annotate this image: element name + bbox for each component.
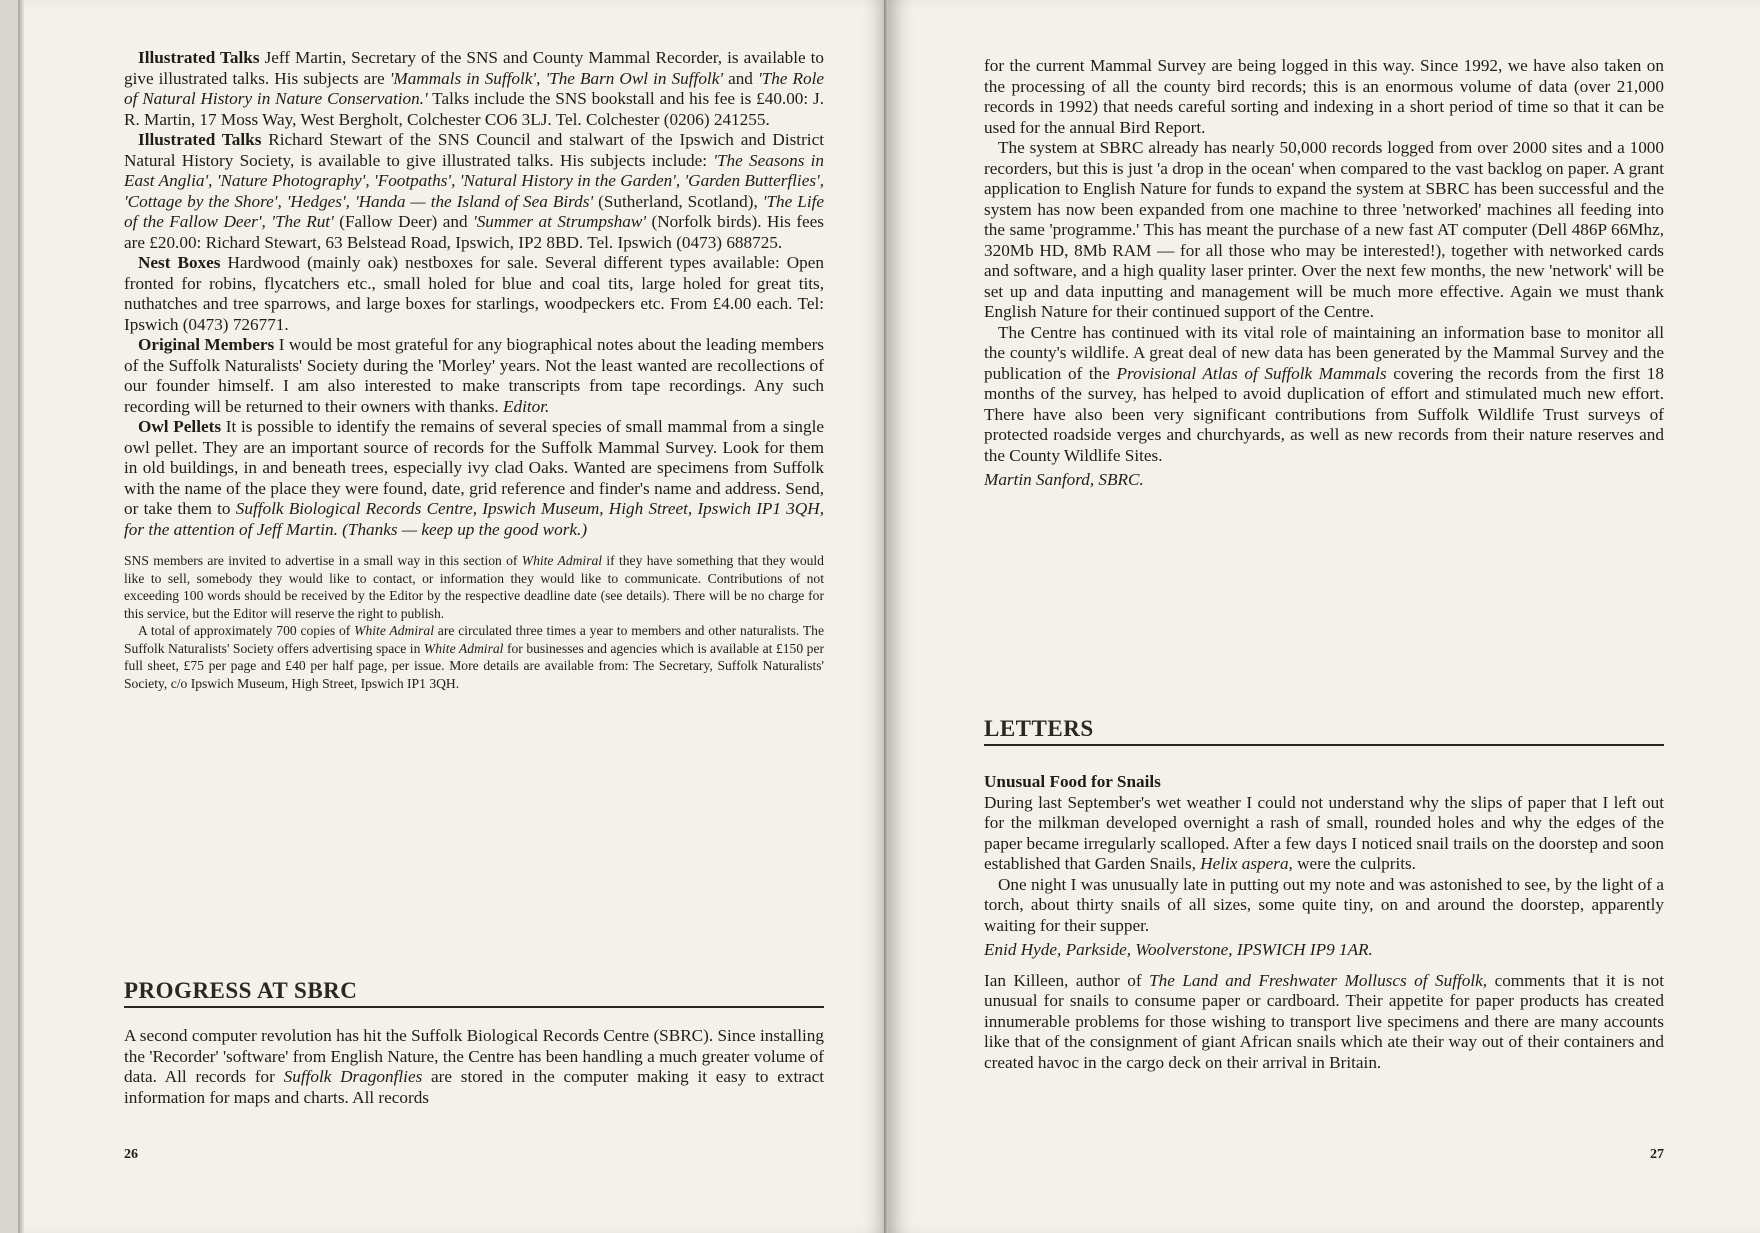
text-run: Richard Stewart of the SNS Council and stalwart of the Ipswich and District Natural History Society, is available to give illustrated talks. His subjects include: <box>124 130 824 170</box>
text-run: A total of approximately 700 copies of <box>138 623 355 638</box>
notice-heading: Illustrated Talks <box>138 130 262 149</box>
notice-heading: Nest Boxes <box>138 253 221 272</box>
italic-text: White Admiral <box>354 623 434 638</box>
progress-paragraph <box>124 1026 824 1108</box>
page-number-right: 27 <box>1650 1147 1664 1162</box>
italic-text: 'The Role of Natural History in Nature Conservation.' <box>124 68 824 108</box>
small-print <box>124 552 824 692</box>
text-run: One night I was unusually late in putting out my note and was astonished to see, by the light of a torch, about thirty snails of all sizes, some quite tiny, on and around the doorstep, apparently waiting for their supper. <box>984 874 1664 935</box>
left-page <box>18 0 888 1233</box>
italic-text: 'The Life of the Fallow Deer', 'The Rut' <box>124 191 824 231</box>
text-run: The Centre has continued with its vital role of maintaining an information base to monitor all the county's wildlife. A great deal of new data has been generated by the Mammal Survey and the publication of the <box>984 322 1664 383</box>
right-page <box>888 0 1760 1233</box>
text-run: The system at SBRC already has nearly 50,000 records logged from over 2000 sites and a 1000 recorders, but this is just 'a drop in the ocean' when compared to the vast backlog on paper. A grant application to English Nature for funds to expand the system at SBRC has been successful and the system has now been expanded from one machine to three 'networked' machines all feeding into the same 'programme.' This has meant the purchase of a new fast AT computer (Dell 486P 66Mhz, 320Mb HD, 8Mb RAM — for all those who may be interested!), together with networked cards and software, and a high quality laser printer. Over the next few months, the new 'network' will be set up and data inputting and management will be much more effective. Again we must thank English Nature for their continued support of the Centre. <box>984 138 1664 321</box>
notice-item <box>124 335 824 417</box>
text-run: SNS members are invited to advertise in a small way in this section of <box>124 553 522 568</box>
text-run: (Norfolk birds). His fees are £20.00: Richard Stewart, 63 Belstead Road, Ipswich, IP2 8BD. Tel. Ipswich (0473) 688725. <box>124 212 824 252</box>
text-run: (Sutherland, Scotland), <box>593 191 763 211</box>
italic-text: 'The Seasons in East Anglia', 'Nature Photography', 'Footpaths', 'Natural History in the Garden', 'Garden Butterflies', 'Cottage by the Shore', 'Hedges', 'Handa — the Island of Sea Birds' <box>124 150 824 211</box>
text-run: are stored in the computer making it easy to extract information for maps and charts. All records <box>124 1067 824 1107</box>
text-run: for businesses and agencies which is available at £150 per full sheet, £75 per page and £40 per half page, per issue. More details are available from: The Secretary, Suffolk Naturalists' Society, c/o Ipswich Museum, High Street, Ipswich IP1 3QH. <box>124 640 825 691</box>
notice-list <box>124 48 824 540</box>
notice-item <box>124 130 824 253</box>
notice-heading: Owl Pellets <box>138 417 222 436</box>
progress-continued-paragraphs <box>984 56 1664 466</box>
progress-continued <box>984 56 1664 491</box>
italic-text: White Admiral <box>423 640 504 656</box>
letter-comment <box>984 971 1664 1074</box>
italic-text: Provisional Atlas of Suffolk Mammals <box>1116 363 1387 383</box>
small-print-paragraph <box>124 552 824 622</box>
letter-signature: Enid Hyde, Parkside, Woolverstone, IPSWICH IP9 1AR. <box>984 940 1373 959</box>
progress-signature: Martin Sanford, SBRC. <box>984 470 1144 489</box>
letters-section <box>984 716 1664 1073</box>
letter-paragraphs <box>984 793 1664 937</box>
paragraph <box>984 56 1664 138</box>
text-run: Hardwood (mainly oak) nestboxes for sale. Several different types available: Open fronted for robins, flycatchers etc., small holed for blue and coal tits, large holed for great tits, nuthatches and tree sparrows, and large boxes for starlings, woodpeckers etc. From £4.00 each. Tel: Ipswich (0473) 726771. <box>124 253 824 334</box>
small-print-paragraph <box>124 622 824 692</box>
letter-subhead: Unusual Food for Snails <box>984 772 1161 791</box>
progress-section <box>124 978 824 1108</box>
paragraph <box>984 875 1664 937</box>
text-run: are circulated three times a year to members and other naturalists. The Suffolk Naturalists' Society offers advertising space in <box>124 623 824 656</box>
paragraph <box>984 323 1664 467</box>
italic-text: Editor. <box>502 396 550 416</box>
italic-text: Suffolk Biological Records Centre, Ipswich Museum, High Street, Ipswich IP1 3QH, for the attention of Jeff Martin. (Thanks — keep up the good work.) <box>124 499 824 539</box>
text-run: covering the records from the first 18 months of the survey, has helped to avoid duplication of effort and stimulated much new effort. There have also been very significant contributions from Suffolk Wildlife Trust surveys of protected roadside verges and churchyards, as well as new records from their nature reserves and the County Wildlife Sites. <box>984 363 1664 465</box>
text-run: and <box>723 68 758 88</box>
italic-text: Helix aspera, <box>1200 854 1293 873</box>
italic-text: Suffolk Dragonflies <box>283 1067 423 1086</box>
text-run: comments that it is not unusual for snails to consume paper or cardboard. Their appetite for paper products has created innumerable problems for those wishing to transport live specimens and there are many accounts like that of the consignment of giant African snails which ate their way out of their containers and created havoc in the cargo deck on their arrival in Britain. <box>984 970 1664 1072</box>
notice-item <box>124 417 824 540</box>
text-run: for the current Mammal Survey are being logged in this way. Since 1992, we have also taken on the processing of all the county bird records; this is an enormous volume of data (over 21,000 records in 1992) that needs careful sorting and indexing in a short period of time so that it can be used for the annual Bird Report. <box>984 56 1664 137</box>
italic-text: 'Summer at Strumpshaw' <box>473 212 647 231</box>
text-run: It is possible to identify the remains of several species of small mammal from a single owl pellet. They are an important source of records for the Suffolk Mammal Survey. Look for them in old buildings, in and beneath trees, especially ivy clad Oaks. Wanted are specimens from Suffolk with the name of the place they were found, date, grid reference and finder's name and address. Send, or take them to <box>124 417 824 518</box>
italic-text: The Land and Freshwater Molluscs of Suffolk, <box>1149 970 1488 990</box>
notice-item <box>124 48 824 130</box>
notice-heading: Illustrated Talks <box>138 48 260 67</box>
text-run: I would be most grateful for any biographical notes about the leading members of the Suffolk Naturalists' Society during the 'Morley' years. Not the least wanted are recollections of our founder himself. I am also interested to make transcripts from tape recordings. Any such recording will be returned to their owners with thanks. <box>124 335 824 416</box>
notice-item <box>124 253 824 335</box>
letters-title: LETTERS <box>984 716 1664 746</box>
text-run: Ian Killeen, author of <box>984 970 1150 990</box>
notices-column <box>124 48 824 692</box>
text-run: (Fallow Deer) and <box>333 212 474 231</box>
italic-text: 'Mammals in Suffolk', 'The Barn Owl in Suffolk' <box>389 68 723 88</box>
italic-text: White Admiral <box>521 553 603 568</box>
progress-title: PROGRESS AT SBRC <box>124 978 824 1008</box>
text-run: Talks include the SNS bookstall and his fee is £40.00: J. R. Martin, 17 Moss Way, West Bergholt, Colchester CO6 3LJ. Tel. Colchester (0206) 241255. <box>124 89 824 129</box>
text-run: were the culprits. <box>1292 854 1416 873</box>
paragraph <box>984 138 1664 323</box>
notice-heading: Original Members <box>138 335 275 354</box>
page-number-left: 26 <box>124 1147 138 1162</box>
text-run: A second computer revolution has hit the Suffolk Biological Records Centre (SBRC). Since installing the 'Recorder' 'software' from English Nature, the Centre has been handling a much greater volume of data. All records for <box>124 1026 824 1086</box>
paragraph <box>984 793 1664 875</box>
text-run: Jeff Martin, Secretary of the SNS and County Mammal Recorder, is available to give illustrated talks. His subjects are <box>124 48 824 88</box>
text-run: During last September's wet weather I could not understand why the slips of paper that I left out for the milkman developed overnight a rash of small, rounded holes and why the edges of the paper became irregularly scalloped. After a few days I noticed snail trails on the doorstep and soon established that Garden Snails, <box>984 792 1664 873</box>
text-run: if they have something that they would like to sell, somebody they would like to contact, or information they would like to communicate. Contributions of not exceeding 100 words should be received by the Editor by the respective deadline date (see details). There will be no charge for this service, but the Editor will reserve the right to publish. <box>124 553 824 621</box>
